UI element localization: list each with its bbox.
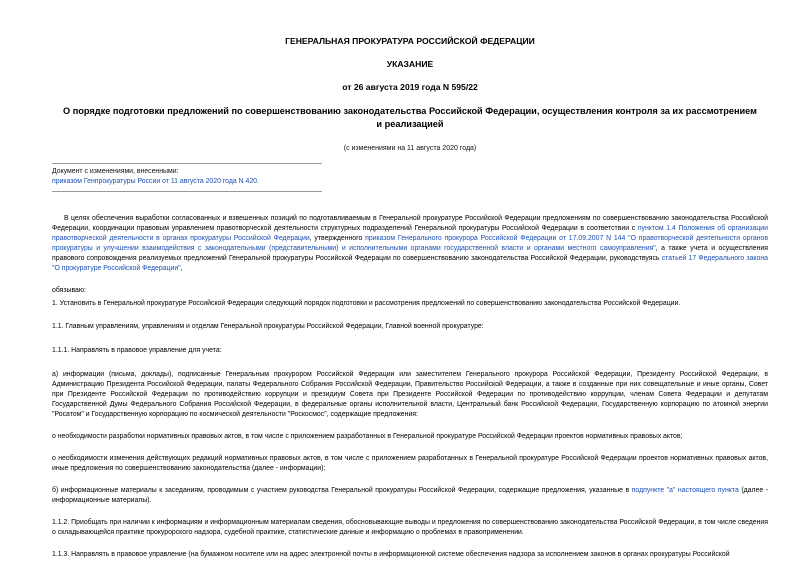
doc-type-heading: УКАЗАНИЕ (386, 59, 434, 69)
paragraph-1-1: 1.1. Главным управлениям, управлениям и отделам Генеральной прокуратуры Российской Федерации, Главной военной прокуратуре: (52, 323, 484, 330)
link-subparagraph-a[interactable]: подпункте "а" настоящего пункта (631, 487, 739, 494)
changes-note: (с изменениями на 11 августа 2020 года) (343, 145, 477, 152)
amendment-link[interactable]: приказом Генпрокуратуры России от 11 августа 2020 года N 420. (52, 178, 259, 185)
paragraph-b-text-a: б) информационные материалы к заседаниям, проводимым с участием руководства Генеральной прокуратуры Российской Федерации, содержащие предложения, указанные в (52, 487, 632, 494)
document-title: О порядке подготовки предложений по совершенствованию законодательства Российской Федерации, осуществления контроля за их рассмотрением и реализацией (63, 106, 757, 129)
org-heading: ГЕНЕРАЛЬНАЯ ПРОКУРАТУРА РОССИЙСКОЙ ФЕДЕРАЦИИ (285, 36, 535, 46)
paragraph-1-1-2: 1.1.2. Приобщать при наличии к информациям и информационным материалам сведения, обосновывающие выводы и предложения по совершенствованию законодательства Российской Федерации, в том числе сведения о складывающейся практике прокурорского надзора, судебной практике, статистические данные и информацию о проблемах в правоприменении. (52, 519, 768, 536)
paragraph-a-item-2: о необходимости изменения действующих редакций нормативных правовых актов, в том числе с приложением разработанных в Генеральной прокуратуре Российской Федерации проектов нормативных правовых актов, иные предложения по совершенствованию законодательства (далее - информации); (52, 455, 768, 472)
date-number-heading: от 26 августа 2019 года N 595/22 (342, 82, 478, 92)
preamble-text-d: , (180, 265, 183, 272)
paragraph-b-text-b: (далее - информационные материалы). (52, 487, 768, 504)
preamble-text-b: , утвержденного (309, 235, 366, 242)
link-order-144[interactable]: приказом Генерального прокурора Российской Федерации от 17.09.2007 N 144 "О правотворческой деятельности органов прокуратуры и улучшении взаимодействия с законодательными (представительными) и исполнительными органами государственной власти и органами местного самоуправления" (52, 235, 769, 252)
link-regulation-1-4[interactable]: пунктом 1.4 Положения об организации правотворческой деятельности в органах прокуратуры Российской Федерации (52, 225, 768, 242)
paragraph-1: 1. Установить в Генеральной прокуратуре Российской Федерации следующий порядок подготовки и рассмотрения предложений по совершенствованию законодательства Российской Федерации. (52, 300, 681, 307)
preamble-text-c: , а также учета и осуществления правового сопровождения реализуемых предложений Генеральной прокуратуры Российской Федерации по совершенствованию законодательства Российской Федерации, руководствуясь (52, 245, 768, 262)
amendments-label: Документ с изменениями, внесенными: (52, 168, 179, 175)
paragraph-a: а) информации (письма, доклады), подписанные Генеральным прокурором Российской Федерации или заместителем Генерального прокурора Российской Федерации, Президенту Российской Федерации, в Администрацию Президента Российской Федерации, палаты Федерального Собрания Российской Федерации, Правительство Российской Федерации, а также в созданные при них совещательные и иные органы, Совет при Президенте Российской Федерации по противодействию коррупции и президиум Совета при Президенте Российской Федерации по противодействию коррупции, членам Совета Федерации и депутатам Государственной Думы Федерального Собрания Российской Федерации, в федеральные органы исполнительной власти, Центральный банк Российской Федерации, Государственную корпорацию по атомной энергии "Росатом" и Государственную корпорацию по космической деятельности "Роскосмос", содержащие предложения: (52, 371, 768, 418)
amendments-box (52, 163, 322, 192)
paragraph-1-1-3: 1.1.3. Направлять в правовое управление (на бумажном носителе или на адрес электронной почты в информационной системе обеспечения надзора за исполнением законов в органах прокуратуры Российской (52, 551, 730, 558)
preamble-text-a: В целях обеспечения выработки согласованных и взвешенных позиций по подготавливаемым в Генеральной прокуратуре Российской Федерации предложениям по совершенствованию законодательства Российской Федерации, координации правовым управлением правотворческой деятельности структурных подразделений Генеральной прокуратуры Российской Федерации в соответствии с (52, 215, 768, 232)
document-body (52, 192, 768, 560)
paragraph-obligate: обязываю: (52, 287, 86, 294)
paragraph-preamble (52, 192, 768, 274)
paragraph-1-1-1: 1.1.1. Направлять в правовое управление для учета: (52, 347, 222, 354)
paragraph-a-item-1: о необходимости разработки нормативных правовых актов, в том числе с приложением разработанных в Генеральной прокуратуре Российской Федерации проектов нормативных правовых актов; (52, 433, 683, 440)
paragraph-b (52, 474, 768, 506)
link-article-17[interactable]: статьей 17 Федерального закона "О прокуратуре Российской Федерации" (52, 255, 768, 272)
